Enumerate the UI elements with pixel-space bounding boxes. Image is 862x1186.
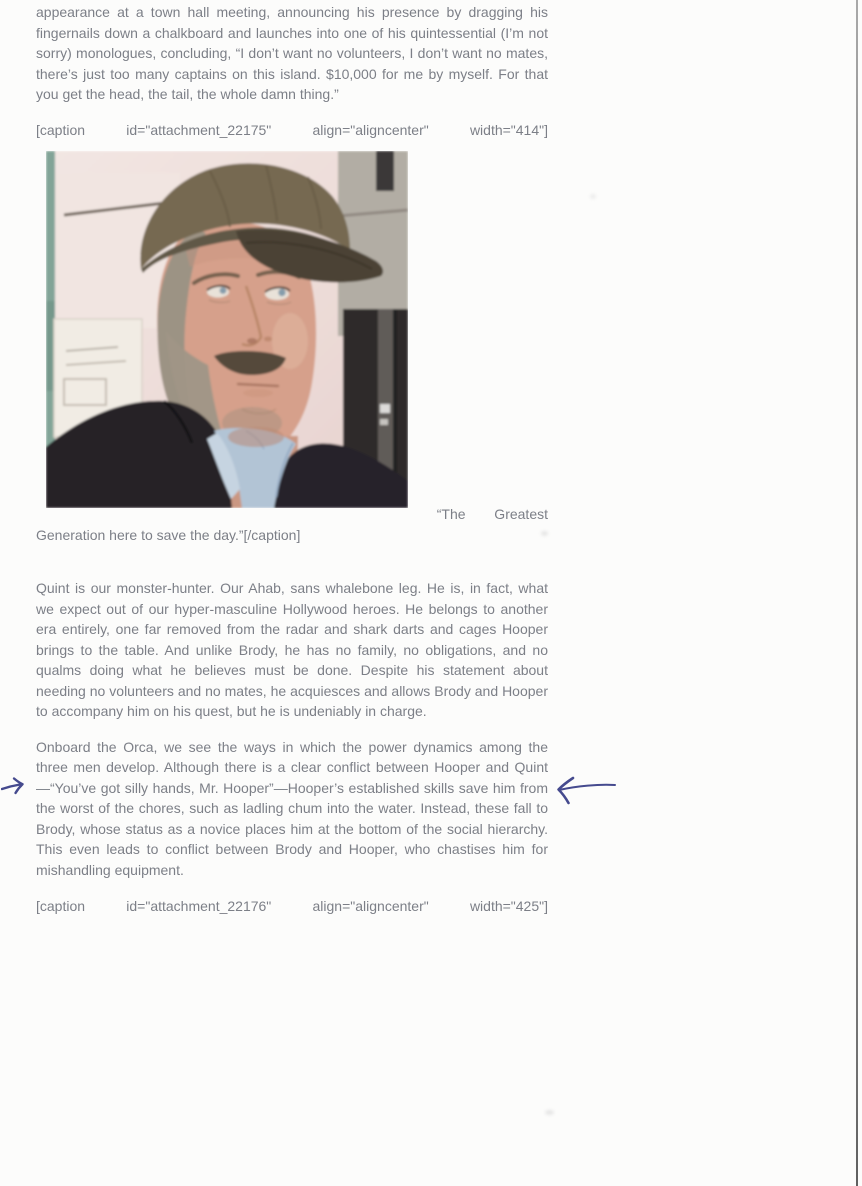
handdrawn-right-arrow-icon: [1, 775, 27, 803]
caption-shortcode-line-1: [36, 120, 548, 141]
scan-smudge: [545, 1110, 554, 1115]
page-text-column: [36, 0, 548, 917]
shortcode-token: id="attachment_22175": [126, 121, 272, 138]
quint-photo-illustration: [46, 151, 408, 508]
quint-photo: [46, 151, 408, 508]
body-paragraph-1: appearance at a town hall meeting, announcing his presence by dragging his fingernails down a chalkboard and launches into one of his quintessential (I’m not sorry) monologues, concluding, “I don’t want no volunteers, I don’t want no mates, there’s just too many captains on this island. $10,000 for me by myself. For that you get the head, the tail, the whole damn thing.”: [36, 4, 548, 102]
shortcode-token: id="attachment_22176": [126, 898, 272, 914]
shortcode-token: align="aligncenter": [312, 898, 429, 914]
photo-scene: [46, 151, 408, 508]
shortcode-token: [caption: [36, 121, 86, 138]
shortcode-token: align="aligncenter": [312, 121, 429, 138]
photo-caption-text: “The Greatest Generation here to save the day.”[/caption]: [36, 506, 548, 543]
scanner-edge-line: [856, 0, 858, 1186]
image-with-caption-block: [36, 151, 548, 545]
body-paragraph-3: Onboard the Orca, we see the ways in which the power dynamics among the three men develop. Although there is a clear conflict between Hooper and Quint—“You’ve got silly hands, Mr. Hooper”—Hooper’s established skills save him from the worst of the chores, such as ladling chum into the water. Instead, these fall to Brody, whose status as a novice places him at the bottom of the social hierarchy. This even leads to conflict between Brody and Hooper, who chastises him for mishandling equipment.: [36, 738, 548, 878]
shortcode-token: [caption: [36, 898, 86, 914]
scan-smudge: [541, 531, 548, 536]
shortcode-token: width="425"]: [469, 898, 548, 914]
shortcode-token: width="414"]: [469, 121, 548, 138]
scan-smudge: [590, 194, 596, 199]
caption-shortcode-line-2: [36, 896, 548, 917]
body-paragraph-2: Quint is our monster-hunter. Our Ahab, sans whalebone leg. He is, in fact, what we expect out of our hyper-masculine Hollywood heroes. He belongs to another era entirely, one far removed from the radar and shark darts and cages Hooper brings to the table. And unlike Brody, he has no family, no obligations, and no qualms doing what he believes must be done. Despite his statement about needing no volunteers and no mates, he acquiesces and allows Brody and Hooper to accompany him on his quest, but he is undeniably in charge.: [36, 580, 548, 719]
handdrawn-left-arrow-icon: [553, 772, 617, 806]
